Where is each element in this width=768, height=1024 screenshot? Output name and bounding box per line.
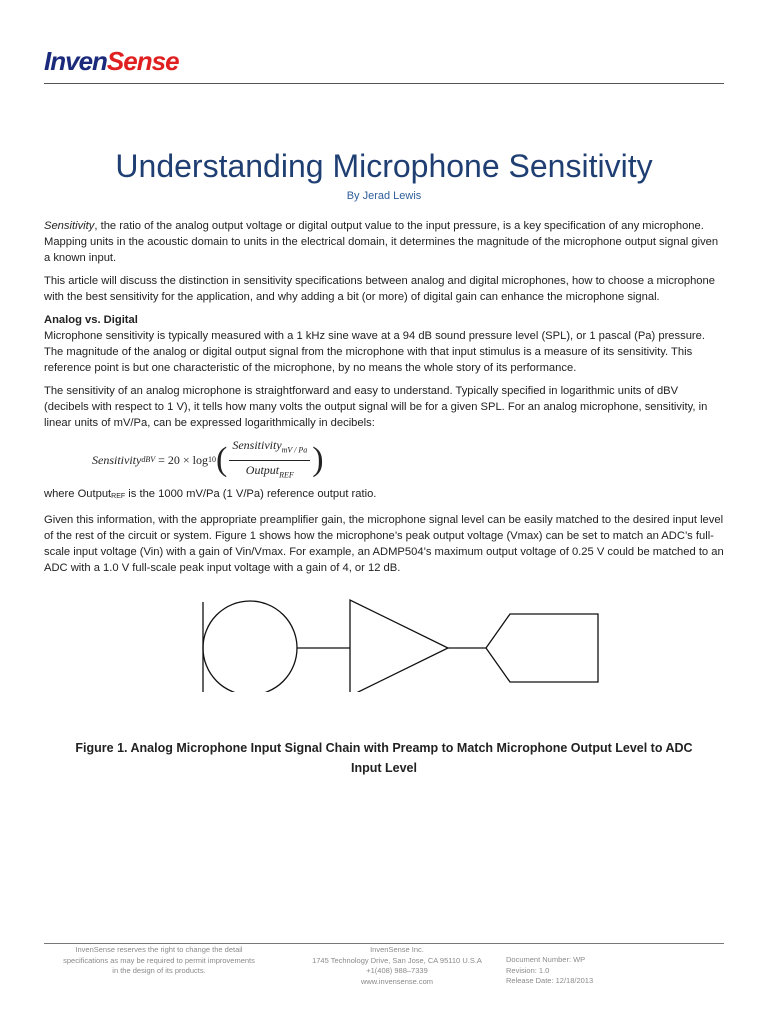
gain-matching-paragraph: Given this information, with the appropriate preamplifier gain, the microphone signal level can be easily matched to the desired input level of the rest of the circuit or system. Figure 1 shows how the microphone’s peak output voltage (Vmax) can be set to match an ADC’s full-scale input voltage (Vin) with a gain of Vin/Vmax. For example, an ADMP504’s maximum output voltage of 0.25 V could be matched to an ADC with a 1.0 V full-scale peak input voltage with a gain of 4, or 12 dB.: [44, 514, 724, 574]
formula-numerator-sub: mV / Pa: [281, 445, 308, 455]
formula-log: log: [192, 453, 208, 467]
intro-paragraph: [44, 218, 724, 266]
author-byline: By Jerad Lewis: [346, 190, 422, 202]
reference-paragraph: [44, 486, 724, 505]
formula-denominator-text: Output: [245, 462, 280, 477]
formula-right-paren: ): [312, 441, 324, 478]
article-body: [44, 218, 724, 583]
document-title: Understanding Microphone Sensitivity: [115, 148, 653, 184]
reference-text-pre: where Output: [44, 488, 112, 500]
formula-lhs-sub: dBV: [141, 455, 156, 464]
measurement-paragraph: Microphone sensitivity is typically measured with a 1 kHz sine wave at a 94 dB sound pressure level (SPL), or 1 pascal (Pa) pressure. The magnitude of the analog or digital output signal from the microphone with that input stimulus is a measure of its sensitivity. This reference point is but one characteristic of the microphone, by no means the whole story of its performance.: [44, 330, 705, 374]
formula-left-paren: (: [216, 441, 228, 478]
footer-revision: Revision: 1.0: [506, 965, 550, 975]
intro-text: , the ratio of the analog output voltage or digital output value to the input pressure, is a key specification of any microphone. Mapping units in the acoustic domain to units in the electrical domain, it determines the magnitude of the microphone output signal given a known input.: [44, 220, 719, 264]
footer-phone: +1(408) 988–7339: [366, 966, 428, 975]
formula-fraction: [229, 437, 310, 483]
footer-disclaimer: [50, 945, 268, 977]
preamp-triangle: [350, 600, 448, 692]
microphone-circle: [203, 601, 297, 692]
adc-block: [486, 614, 598, 682]
analog-sensitivity-paragraph: The sensitivity of an analog microphone is straightforward and easy to understand. Typically specified in logarithmic units of dBV (decibels with respect to 1 V), it tells how many volts the output signal will be for a given SPL. For an analog microphone, sensitivity, in linear units of mV/Pa, can be expressed logarithmically in decibels:: [44, 385, 708, 429]
footer-disclaimer-line: specifications as may be required to permit improvements: [63, 955, 255, 965]
sensitivity-formula: [44, 438, 724, 482]
footer-company-address: [292, 945, 502, 987]
reference-text-post: is the 1000 mV/Pa (1 V/Pa) reference output ratio.: [125, 488, 377, 500]
footer-divider: [44, 943, 724, 944]
overview-paragraph: This article will discuss the distinction in sensitivity specifications between analog and digital microphones, how to choose a microphone with the best sensitivity for the application, and why adding a bit (or more) of digital gain can enhance the microphone signal.: [44, 275, 715, 303]
footer-website: www.invensense.com: [360, 976, 434, 986]
figure-caption: Figure 1. Analog Microphone Input Signal Chain with Preamp to Match Microphone Output Level to ADC Input Level: [75, 741, 693, 775]
formula-log-sub: 10: [208, 455, 216, 464]
formula-numerator: [229, 437, 310, 460]
footer-company-name: InvenSense Inc.: [370, 945, 424, 954]
intro-lead-word: Sensitivity: [44, 220, 95, 232]
signal-chain-diagram: [0, 592, 768, 692]
footer-address: 1745 Technology Drive, San Jose, CA 95110 U.S.A: [312, 955, 482, 965]
formula-denominator: [246, 461, 294, 483]
logo-part-inven: Inven: [44, 46, 107, 76]
logo-part-sense: Sense: [106, 46, 179, 76]
formula-equals: = 20 ×: [158, 453, 190, 467]
formula-numerator-text: Sensitivity: [232, 438, 282, 453]
invensense-logo: [44, 46, 179, 76]
footer-disclaimer-line: InvenSense reserves the right to change the detail: [75, 945, 243, 954]
section-heading: Analog vs. Digital: [44, 314, 138, 326]
reference-subscript: REF: [111, 493, 126, 500]
footer-disclaimer-line: in the design of its products.: [112, 966, 206, 975]
footer-document-info: [506, 955, 706, 987]
formula-denominator-sub: REF: [279, 469, 294, 479]
header-divider: [44, 83, 724, 84]
footer-release-date: Release Date: 12/18/2013: [506, 976, 594, 985]
footer-document-number: Document Number: WP: [506, 955, 586, 964]
formula-lhs: Sensitivity: [92, 453, 142, 467]
